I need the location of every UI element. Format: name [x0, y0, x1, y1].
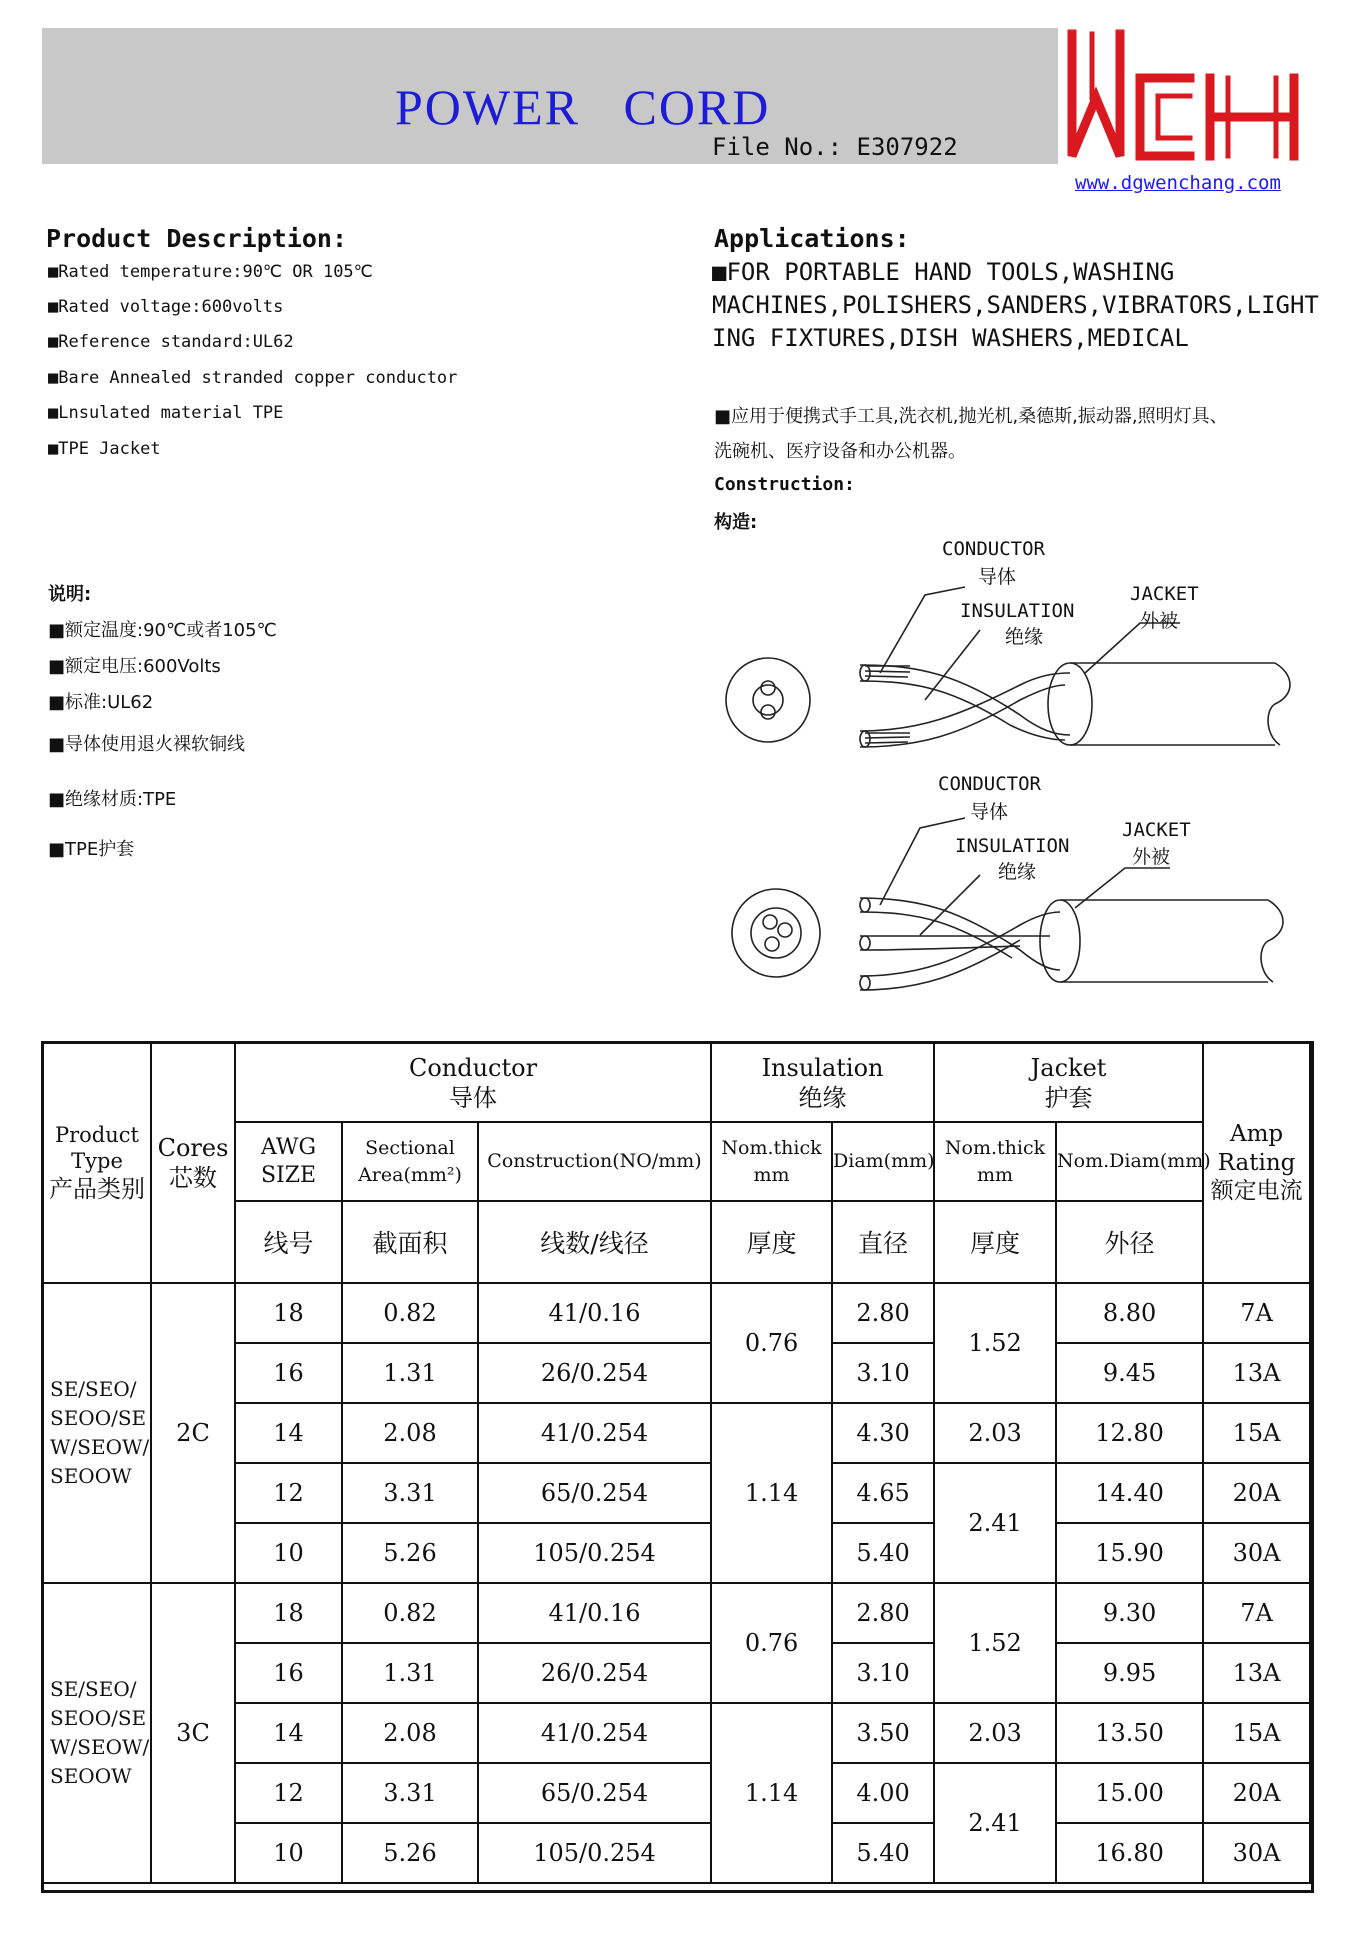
ins-thick-cell: 1.14 — [711, 1403, 832, 1583]
ins-diam-cell: 4.00 — [832, 1763, 934, 1823]
awg-cell: 14 — [235, 1403, 342, 1463]
header-ins-thick-zh: 厚度 — [711, 1201, 832, 1283]
construction-cell: 26/0.254 — [478, 1343, 711, 1403]
label-conductor: CONDUCTOR — [942, 538, 1045, 560]
description-zh-item: ■TPE护套 — [48, 839, 135, 860]
description-zh-item: ■额定电压:600Volts — [48, 656, 221, 677]
description-zh-item: ■标准:UL62 — [48, 692, 154, 713]
label-jacket-zh: 外被 — [1140, 610, 1179, 632]
description-heading: Product Description: — [46, 224, 348, 253]
ins-diam-cell: 4.65 — [832, 1463, 934, 1523]
amp-cell: 7A — [1203, 1283, 1310, 1343]
applications-zh-line: ■应用于便携式手工具,洗衣机,抛光机,桑德斯,振动器,照明灯具、 — [714, 406, 1228, 427]
area-cell: 3.31 — [342, 1463, 478, 1523]
description-zh-item: ■导体使用退火裸软铜线 — [48, 734, 246, 755]
construction-cell: 41/0.254 — [478, 1403, 711, 1463]
description-item: ■Rated temperature:90℃ OR 105℃ — [48, 262, 373, 282]
ins-diam-cell: 2.80 — [832, 1283, 934, 1343]
amp-cell: 15A — [1203, 1403, 1310, 1463]
awg-cell: 18 — [235, 1283, 342, 1343]
header-jk-diam: Nom.Diam(mm) — [1056, 1122, 1203, 1201]
ins-diam-cell: 3.10 — [832, 1343, 934, 1403]
header-awg-zh: 线号 — [235, 1201, 342, 1283]
ins-diam-cell: 3.10 — [832, 1643, 934, 1703]
awg-cell: 16 — [235, 1643, 342, 1703]
ins-diam-cell: 3.50 — [832, 1703, 934, 1763]
applications-line: ■FOR PORTABLE HAND TOOLS,WASHING — [712, 258, 1175, 286]
description-zh-item: ■额定温度:90℃或者105℃ — [48, 620, 277, 641]
awg-cell: 18 — [235, 1583, 342, 1643]
jk-diam-cell: 9.45 — [1056, 1343, 1203, 1403]
awg-cell: 12 — [235, 1763, 342, 1823]
construction-label: Construction: — [714, 474, 855, 495]
ins-thick-cell: 0.76 — [711, 1283, 832, 1403]
table-row — [43, 1283, 1310, 1343]
construction-cell: 105/0.254 — [478, 1523, 711, 1583]
spec-table — [42, 1042, 1311, 1884]
construction-cell: 41/0.16 — [478, 1583, 711, 1643]
ins-diam-cell: 5.40 — [832, 1823, 934, 1883]
jk-thick-cell: 2.03 — [934, 1703, 1056, 1763]
jk-diam-cell: 9.95 — [1056, 1643, 1203, 1703]
description-item: ■TPE Jacket — [48, 439, 161, 459]
label-insulation-zh: 绝缘 — [1005, 626, 1044, 648]
company-logo — [1062, 28, 1302, 168]
header-conductor: Conductor 导体 — [235, 1043, 711, 1122]
table-row — [43, 1583, 1310, 1643]
ins-thick-cell: 1.14 — [711, 1703, 832, 1883]
ins-diam-cell: 4.30 — [832, 1403, 934, 1463]
label-jacket: JACKET — [1122, 819, 1191, 841]
description-zh-heading: 说明: — [48, 584, 92, 605]
label-jacket-zh: 外被 — [1132, 846, 1171, 868]
construction-cell: 41/0.16 — [478, 1283, 711, 1343]
label-insulation-zh: 绝缘 — [998, 861, 1037, 883]
header-construction: Construction(NO/mm) — [478, 1122, 711, 1201]
jk-diam-cell: 13.50 — [1056, 1703, 1203, 1763]
amp-cell: 13A — [1203, 1643, 1310, 1703]
area-cell: 2.08 — [342, 1403, 478, 1463]
header-product-type: Product Type 产品类别 — [43, 1043, 151, 1283]
jk-diam-cell: 15.90 — [1056, 1523, 1203, 1583]
label-jacket: JACKET — [1130, 583, 1199, 605]
description-item: ■Rated voltage:600volts — [48, 297, 284, 317]
amp-cell: 20A — [1203, 1763, 1310, 1823]
jk-diam-cell: 8.80 — [1056, 1283, 1203, 1343]
amp-cell: 15A — [1203, 1703, 1310, 1763]
header-ins-diam-zh: 直径 — [832, 1201, 934, 1283]
description-item: ■Bare Annealed stranded copper conductor — [48, 368, 458, 388]
header-amp-rating: Amp Rating 额定电流 — [1203, 1043, 1310, 1283]
amp-cell: 30A — [1203, 1523, 1310, 1583]
label-insulation: INSULATION — [960, 600, 1075, 622]
construction-diagram-3c — [720, 770, 1320, 1010]
construction-cell: 65/0.254 — [478, 1763, 711, 1823]
jk-thick-cell: 2.41 — [934, 1763, 1056, 1883]
area-cell: 3.31 — [342, 1763, 478, 1823]
header-insulation: Insulation 绝缘 — [711, 1043, 934, 1122]
area-cell: 5.26 — [342, 1823, 478, 1883]
label-conductor-zh: 导体 — [970, 801, 1009, 823]
area-cell: 0.82 — [342, 1283, 478, 1343]
construction-cell: 105/0.254 — [478, 1823, 711, 1883]
header-jk-thick-zh: 厚度 — [934, 1201, 1056, 1283]
jk-diam-cell: 16.80 — [1056, 1823, 1203, 1883]
description-item: ■Reference standard:UL62 — [48, 332, 294, 352]
header-jk-thick: Nom.thick mm — [934, 1122, 1056, 1201]
jk-diam-cell: 14.40 — [1056, 1463, 1203, 1523]
header-ins-diam: Diam(mm) — [832, 1122, 934, 1201]
applications-heading: Applications: — [714, 224, 910, 253]
construction-cell: 65/0.254 — [478, 1463, 711, 1523]
ins-diam-cell: 5.40 — [832, 1523, 934, 1583]
product-type-cell: SE/SEO/SEOO/SEW/SEOW/SEOOW — [43, 1583, 151, 1883]
construction-diagram-2c — [720, 535, 1320, 765]
construction-label-zh: 构造: — [714, 512, 758, 533]
amp-cell: 13A — [1203, 1343, 1310, 1403]
file-number: File No.: E307922 — [712, 133, 958, 161]
website-link[interactable]: www.dgwenchang.com — [1075, 172, 1281, 194]
description-zh-item: ■绝缘材质:TPE — [48, 789, 177, 810]
header-awg: AWG SIZE — [235, 1122, 342, 1201]
jk-thick-cell: 1.52 — [934, 1583, 1056, 1703]
label-conductor-zh: 导体 — [978, 566, 1017, 588]
area-cell: 1.31 — [342, 1343, 478, 1403]
header-construction-zh: 线数/线径 — [478, 1201, 711, 1283]
header-cores: Cores 芯数 — [151, 1043, 235, 1283]
page-title: POWER CORD — [395, 79, 771, 135]
header-ins-thick: Nom.thick mm — [711, 1122, 832, 1201]
awg-cell: 14 — [235, 1703, 342, 1763]
amp-cell: 7A — [1203, 1583, 1310, 1643]
jk-thick-cell: 2.41 — [934, 1463, 1056, 1583]
jk-diam-cell: 15.00 — [1056, 1763, 1203, 1823]
amp-cell: 30A — [1203, 1823, 1310, 1883]
awg-cell: 16 — [235, 1343, 342, 1403]
applications-zh-line: 洗碗机、医疗设备和办公机器。 — [714, 441, 966, 462]
area-cell: 1.31 — [342, 1643, 478, 1703]
jk-thick-cell: 2.03 — [934, 1403, 1056, 1463]
amp-cell: 20A — [1203, 1463, 1310, 1523]
label-insulation: INSULATION — [955, 835, 1070, 857]
jk-diam-cell: 12.80 — [1056, 1403, 1203, 1463]
awg-cell: 10 — [235, 1523, 342, 1583]
applications-text — [712, 256, 1332, 355]
cores-cell: 2C — [151, 1283, 235, 1583]
ins-diam-cell: 2.80 — [832, 1583, 934, 1643]
header-jacket: Jacket 护套 — [934, 1043, 1203, 1122]
awg-cell: 12 — [235, 1463, 342, 1523]
description-item: ■Lnsulated material TPE — [48, 403, 284, 423]
header-sectional-area: Sectional Area(mm²) — [342, 1122, 478, 1201]
awg-cell: 10 — [235, 1823, 342, 1883]
label-conductor: CONDUCTOR — [938, 773, 1041, 795]
ins-thick-cell: 0.76 — [711, 1583, 832, 1703]
cores-cell: 3C — [151, 1583, 235, 1883]
product-type-cell: SE/SEO/SEOO/SEW/SEOW/SEOOW — [43, 1283, 151, 1583]
area-cell: 5.26 — [342, 1523, 478, 1583]
construction-cell: 41/0.254 — [478, 1703, 711, 1763]
construction-cell: 26/0.254 — [478, 1643, 711, 1703]
jk-diam-cell: 9.30 — [1056, 1583, 1203, 1643]
applications-line: ING FIXTURES,DISH WASHERS,MEDICAL — [712, 324, 1189, 352]
area-cell: 2.08 — [342, 1703, 478, 1763]
header-sectional-zh: 截面积 — [342, 1201, 478, 1283]
area-cell: 0.82 — [342, 1583, 478, 1643]
applications-line: MACHINES,POLISHERS,SANDERS,VIBRATORS,LIGHT — [712, 291, 1319, 319]
jk-thick-cell: 1.52 — [934, 1283, 1056, 1403]
header-jk-diam-zh: 外径 — [1056, 1201, 1203, 1283]
